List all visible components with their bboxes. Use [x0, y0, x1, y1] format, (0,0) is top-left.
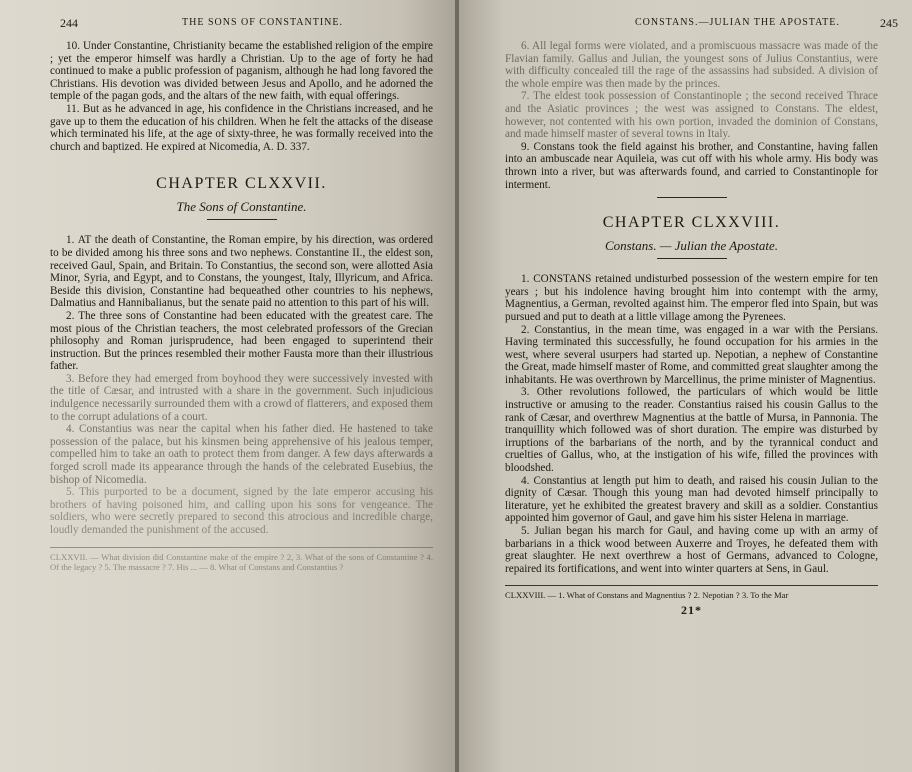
left-page-number: 244: [60, 16, 78, 30]
right-paragraph-3: 3. Other revolutions followed, the particulars of which would be little instructive or amusing to the reader. Constantius raised his cousin Gallus to the rank of Cæsar, and overthrew Magnentius at the battle of Mursa, in Pannonia. The tranquillity which followed was of short duration. The empire was disturbed by irruptions of the barbarians of the north, and by the tyrannical conduct and cruelties of Gallus, who, at the instigation of his wife, filled the provinces with bloodshed.: [505, 386, 878, 475]
right-top-rule: [657, 197, 727, 198]
left-running-title: THE SONS OF CONSTANTINE.: [182, 17, 343, 28]
left-p1-lead: AT: [77, 234, 92, 247]
left-chapter-rule: [207, 219, 277, 220]
right-running-title: CONSTANS.—JULIAN THE APOSTATE.: [635, 17, 840, 28]
left-intro-paragraph-10: 10. Under Constantine, Christianity became the established religion of the empire ; yet the emperor himself was hardly a Christian. Up to the age of forty he had continued to make a public profession of paganism, although he had long favored the Christians. His devotion was divided between Jesus and Apollo, and he adorned the temple of the pagan gods, and the altars of the new faith, with equal offerings.: [50, 40, 433, 103]
left-paragraph-5: 5. This purported to be a document, signed by the late emperor accusing his brothers of having poisoned him, and calling upon his sons for vengeance. The soldiers, who were secretly prepared to second this atrocious and incredible charge, loudly demanded the punishment of the accused.: [50, 486, 433, 536]
right-chapter-subtitle: Constans. — Julian the Apostate.: [604, 238, 779, 254]
right-paragraph-4: 4. Constantius at length put him to death, and raised his cousin Julian to the dignity of Cæsar. Though this young man had devoted himself principally to literature, yet he exhibited the greatest bravery and skill as a soldier. Constantius appointed him governor of Gaul, and gave him his sister Helena in marriage.: [505, 474, 878, 525]
left-paragraph-3: 3. Before they had emerged from boyhood they were successively invested with the title of Cæsar, and intrusted with a share in the government. Such injudicious indulgence necessarily surrounded them with a crowd of flatterers, and exposed them to the corrupt adulations of a court.: [50, 372, 433, 423]
left-questions-footer: CLXXVII. — What division did Constantine make of the empire ? 2, 3. What of the sons of Constantine ? 4. Of the legacy ? 5. The massacre ? 7. His ... — 8. What of Constans and Constantius ?: [50, 547, 433, 573]
right-page: [459, 0, 912, 772]
right-chapter-rule: [657, 258, 727, 259]
left-paragraph-2: 2. The three sons of Constantine had been educated with the greatest care. The most pious of the Christian teachers, the most celebrated professors of the Grecian philosophy and Roman jurisprudence, had been engaged to superintend their instruction. But the princes resembled their mother Fausta more than their illustrious father.: [50, 309, 433, 373]
right-p1-text: retained undisturbed possession of the western empire for ten years ; but his indolence having brought him into contempt with the army, Magnentius, a German, revolted against him. The emperor fled into Spain, but was pursued and put to death at a little village among the Pyrenees.: [505, 273, 879, 323]
right-intro-paragraph-9: 9. Constans took the field against his brother, and Constantine, having fallen into an ambuscade near Aquileia, was cut off with his whole army. His body was thrown into a river, but was afterwards found, and carried to Constantinople for interment.: [505, 140, 878, 191]
right-paragraph-5: 5. Julian began his march for Gaul, and having come up with an army of barbarians in a thick wood between Auxerre and Troyes, he defeated them with great slaughter. He next overthrew a host of Germans, advanced to Cologne, repaired its fortifications, and went into winter quarters at Sens, in Gaul.: [505, 525, 878, 575]
left-p1-text: the death of Constantine, the Roman empire, by his direction, was ordered to be divided among his three sons and two nephews. Constantine II., the eldest son, received Gaul, Spain, and Britain. To Constantius, the second son, were allotted Asia Minor, Syria, and Egypt, and to Constans, the youngest, Italy, Illyricum, and Africa. Beside this division, Constantine had bequeathed other countries to his nephews, Dalmatius and Hannibalianus, but the senate paid no attention to this part of his will.: [50, 234, 433, 310]
right-paragraph-1: 1. CONSTANS retained undisturbed possession of the western empire for ten years ; but his indolence having brought him into contempt with the army, Magnentius, a German, revolted against him. The emperor fled into Spain, but was pursued and put to death at a little village among the Pyrenees.: [505, 273, 879, 323]
right-intro-paragraph-6: 6. All legal forms were violated, and a promiscuous massacre was made of the Flavian family. Gallus and Julian, the youngest sons of Julius Constantius, were with difficulty concealed till the rage of the assassins had subsided. A division of the whole empire was then made by the princes.: [505, 40, 878, 90]
right-page-number: 245: [880, 16, 898, 30]
right-running-head: [505, 16, 898, 32]
left-chapter-title: CHAPTER CLXXVII.: [156, 175, 327, 193]
left-paragraph-1: 1. AT the death of Constantine, the Roman empire, by his direction, was ordered to be divided among his three sons and two nephews. Constantine II., the eldest son, received Gaul, Spain, and Britain. To Constantius, the second son, were allotted Asia Minor, Syria, and Egypt, and to Constans, the youngest, Italy, Illyricum, and Africa. Beside this division, Constantine had bequeathed other countries to his nephews, Dalmatius and Hannibalianus, but the senate paid no attention to this part of his will.: [50, 234, 433, 310]
left-chapter-subtitle: The Sons of Constantine.: [176, 199, 307, 215]
left-running-head: [50, 16, 433, 32]
left-page: [0, 0, 455, 772]
right-chapter-title: CHAPTER CLXXVIII.: [602, 214, 781, 232]
right-questions-footer: CLXXVIII. — 1. What of Constans and Magnentius ? 2. Nepotian ? 3. To the Mar: [505, 585, 878, 601]
right-p1-lead: CONSTANS: [533, 273, 592, 286]
left-intro-paragraph-11: 11. But as he advanced in age, his confidence in the Christians increased, and he gave up to them the education of his children. When he felt the attacks of the disease which terminated his life, at the age of sixty-three, he was formally received into the church and baptized. He expired at Nicomedia, A. D. 337.: [50, 102, 433, 153]
right-intro-paragraph-7: 7. The eldest took possession of Constantinople ; the second received Thrace and the Asiatic provinces ; the west was assigned to Constans. The eldest, however, not contented with his own portion, invaded the dominion of Constans, and made himself master of several towns in Italy.: [505, 90, 878, 141]
left-paragraph-4: 4. Constantius was near the capital when his father died. He hastened to take possession of the palace, but his kinsmen being apprehensive of his jealous temper, compelled him to take an oath to protect them from danger. A few days afterwards a forged scroll made its appearance through the hands of the celebrated Eusebius, the bishop of Nicomedia.: [50, 423, 433, 486]
right-paragraph-2: 2. Constantius, in the mean time, was engaged in a war with the Persians. Having terminated this successfully, he found occupation for his armies in the west, where several usurpers had started up. Nepotian, a nephew of Constantine the Great, made himself master of Rome, and committed great slaughter among the inhabitants. He was overthrown by Marcellinus, the prime minister of Magnentius.: [505, 323, 878, 386]
right-signature-mark: 21*: [681, 602, 702, 617]
